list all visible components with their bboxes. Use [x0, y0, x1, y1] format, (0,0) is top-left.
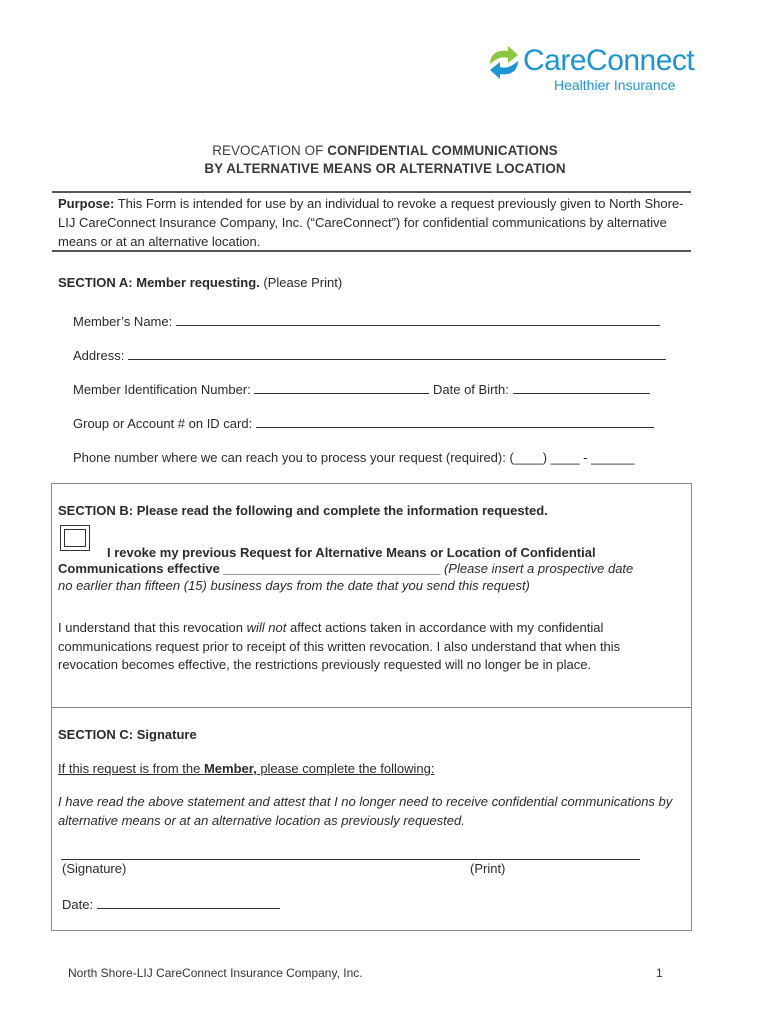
- form-title-line2: BY ALTERNATIVE MEANS OR ALTERNATIVE LOCATION: [204, 161, 566, 176]
- members-name-label: Member’s Name:: [73, 314, 173, 329]
- revoke-date-field[interactable]: ______________________________: [219, 561, 444, 576]
- section-a-note: (Please Print): [259, 275, 343, 290]
- date-row: [62, 896, 280, 912]
- revoke-checkbox[interactable]: [60, 525, 90, 551]
- form-title-line1: [0, 143, 770, 158]
- members-name-field[interactable]: [176, 313, 660, 326]
- instruction-post: please complete the following:: [256, 761, 435, 776]
- title-bold: CONFIDENTIAL COMMUNICATIONS: [327, 143, 558, 158]
- section-c-heading: SECTION C: Signature: [58, 727, 197, 742]
- dob-field[interactable]: [513, 381, 650, 394]
- address-label: Address:: [73, 348, 125, 363]
- title-light: REVOCATION OF: [212, 143, 328, 158]
- signature-line[interactable]: [61, 859, 640, 860]
- purpose-text: [58, 194, 688, 251]
- understand-paragraph: [58, 619, 683, 675]
- instruction-bold: Member,: [203, 761, 257, 776]
- revoke-effective-label: Communications effective: [58, 561, 220, 576]
- section-a-heading: [58, 275, 342, 290]
- phone-row[interactable]: Phone number where we can reach you to process your request (required): (____) ____ - ______: [73, 450, 635, 465]
- attest-statement: I have read the above statement and attest that I no longer need to receive confidential communications by alternative means or at an alternative location as previously requested.: [58, 794, 673, 828]
- arrows-logo-icon: [486, 44, 522, 80]
- revoke-line2: [58, 561, 633, 576]
- group-row: [73, 415, 654, 431]
- checkbox-inner: [64, 529, 86, 547]
- members-name-row: [73, 313, 660, 329]
- purpose-top-rule: [52, 191, 691, 193]
- member-instruction: [58, 761, 434, 776]
- member-id-field[interactable]: [254, 381, 429, 394]
- purpose-body: This Form is intended for use by an individual to revoke a request previously given to North Shore-LIJ CareConnect Insurance Company, Inc. (“CareConnect”) for confidential communications by alternative means or at an alternative location.: [58, 196, 684, 249]
- brand-tagline: Healthier Insurance: [554, 77, 676, 93]
- instruction-pre: If this request is from the: [58, 761, 204, 776]
- date-label: Date:: [62, 897, 94, 912]
- purpose-label: Purpose:: [58, 196, 115, 211]
- understand-pre: I understand that this revocation: [58, 620, 247, 635]
- revoke-note: (Please insert a prospective date: [443, 561, 634, 576]
- address-row: [73, 347, 666, 363]
- dob-label: Date of Birth:: [433, 382, 509, 397]
- address-field[interactable]: [128, 347, 666, 360]
- page-number: 1: [656, 966, 663, 980]
- understand-italic: will not: [246, 620, 287, 635]
- footer-company: North Shore-LIJ CareConnect Insurance Company, Inc.: [68, 966, 363, 980]
- member-id-label: Member Identification Number:: [73, 382, 251, 397]
- group-label: Group or Account # on ID card:: [73, 416, 253, 431]
- revoke-note-line2: no earlier than fifteen (15) business days from the date that you send this request): [58, 578, 530, 593]
- section-divider: [51, 707, 691, 708]
- section-b-heading: SECTION B: Please read the following and complete the information requested.: [58, 503, 548, 518]
- revoke-line1: I revoke my previous Request for Alternative Means or Location of Confidential: [107, 545, 596, 560]
- purpose-bottom-rule: [52, 250, 691, 252]
- signature-label: (Signature): [62, 861, 127, 876]
- date-field[interactable]: [97, 896, 280, 909]
- group-field[interactable]: [256, 415, 654, 428]
- member-id-row: [73, 381, 650, 397]
- print-label: (Print): [470, 861, 506, 876]
- brand-name: CareConnect: [523, 44, 695, 77]
- section-a-title: SECTION A: Member requesting.: [58, 275, 260, 290]
- understand-post: affect actions taken in accordance with my confidential communications request prior to receipt of this written revocation. I also understand that when this revocation becomes effective, the restrictions previously requested will no longer be in place.: [58, 620, 621, 672]
